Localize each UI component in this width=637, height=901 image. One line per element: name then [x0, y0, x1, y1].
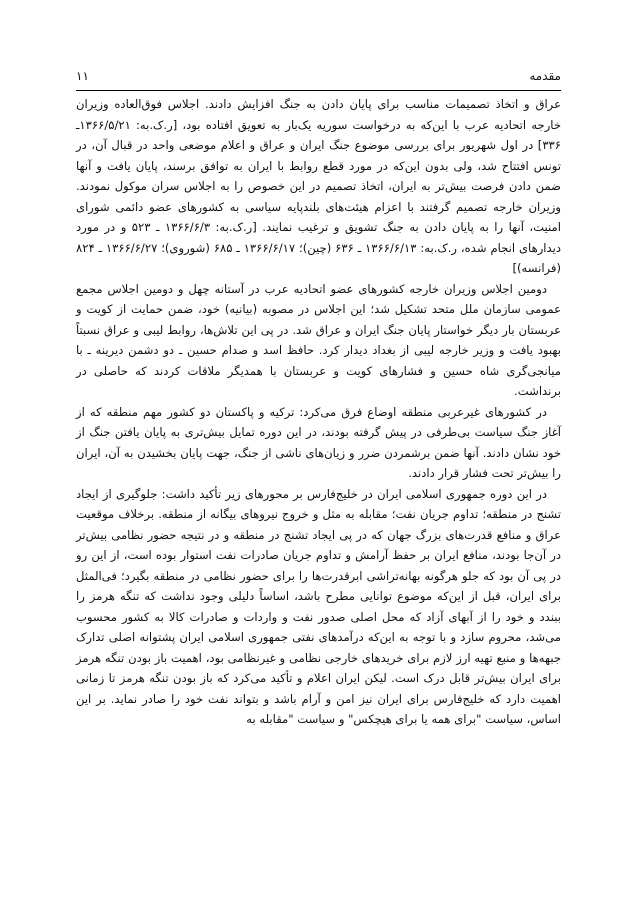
paragraph: دومین اجلاس وزیران خارجه کشورهای عضو اتحادیه عرب در آستانه چهل و دومین اجلاس مجمع عمومی سازمان ملل متحد تشکیل شد؛ این اجلاس در مصوبه (بیانیه) خود، ضمن حمایت از کویت و عربستان بار دیگر خواستار پایان جنگ ایران و عراق شد. در پی این تلاش‌ها، روابط لیبی و عراق نسبتاً بهبود یافت و وزیر خارجه لیبی از بغداد دیدار کرد. حافظ اسد و صدام حسین ـ دو دشمن دیرینه ـ با میانجی‌گری شاه حسین و فشارهای کویت و عربستان با همدیگر ملاقات کردند که حاصلی در برنداشت.: [76, 281, 561, 398]
paragraph: در کشورهای غیرعربی منطقه اوضاع فرق می‌کرد: ترکیه و پاکستان دو کشور مهم منطقه که از آغاز جنگ سیاست بی‌طرفی در پیش گرفته بودند، در این دوره تمایل بیش‌تری به پایان یافتن جنگ از خود نشان دادند. آنها ضمن برشمردن ضرر و زیان‌های ناشی از جنگ، جهت پایان بخشیدن به آن، ایران را بیش‌تر تحت فشار قرار دادند.: [76, 404, 561, 480]
paragraph: در این دوره جمهوری اسلامی ایران در خلیج‌فارس بر محورهای زیر تأکید داشت: جلوگیری از ایجاد تشنج در منطقه؛ تداوم جریان نفت؛ مقابله به مثل و خروج نیروهای بیگانه از منطقه. برخلاف موقعیت عراق و منافع قدرت‌های بزرگ جهان که در پی ایجاد تشنج در منطقه و در نتیجه حضور نظامی بیش‌تر در آن‌جا بودند، منافع ایران بر حفظ آرامش و تداوم جریان صادرات نفت استوار بوده است، از این رو در پی آن بود که جلو هرگونه بهانه‌تراشی ابرقدرت‌ها را برای حضور نظامی در منطقه بگیرد؛ فی‌المثل برای ایران، قبل از این‌که موضوع توانایی مطرح باشد، اساساً دلیلی وجود نداشت که تنگه هرمز را ببندد و خود را از آبهای آزاد که محل اصلی صدور نفت و واردات و صادرات کالا به کشور محسوب می‌شد، محروم سازد و با توجه به این‌که درآمدهای نفتی جمهوری اسلامی ایران پشتوانه اصلی تدارک جبهه‌ها و منبع تهیه ارز لازم برای خریدهای خارجی نظامی و غیرنظامی بود، اهمیت باز بودن تنگه هرمز برای ایران بیش‌تر قابل درک است. لیکن ایران اعلام و تأکید می‌کرد که باز بودن تنگه هرمز تا زمانی اهمیت دارد که خلیج‌فارس برای ایران نیز امن و آرام باشد و بتواند نفت خود را صادر نماید. بر این اساس، سیاست "برای همه یا برای هیچکس" و سیاست "مقابله به: [76, 486, 561, 726]
page-number: ۱۱: [76, 69, 89, 83]
header-rule: [76, 90, 561, 91]
chapter-title: مقدمه: [529, 69, 561, 83]
page-header: [76, 66, 561, 86]
paragraph: عراق و اتخاذ تصمیمات مناسب برای پایان دادن به جنگ افزایش دادند. اجلاس فوق‌العاده وزیران خارجه اتحادیه عرب با این‌که به درخواست سوریه یک‌بار به تعویق افتاده بود، [ر.ک.به: ۱۳۶۶/۵/۲۱ـ ۳۳۶] در اول شهریور برای بررسی موضوع جنگ ایران و عراق و اعلام موضعی واحد در قبال آن، در تونس افتتاح شد، ولی بدون این‌که در مورد قطع روابط با ایران به توافق برسند، پایان یافت و آنها ضمن دادن فرصت بیش‌تر به ایران، اتخاذ تصمیم در این خصوص را به اجلاس سران موکول نمودند. وزیران خارجه تصمیم گرفتند با اعزام هیئت‌های بلندپایه سیاسی به کشورهای عضو دائمی شورای امنیت، آنها را به پایان دادن به جنگ تشویق و ترغیب نمایند. [ر.ک.به: ۱۳۶۶/۶/۳ ـ ۵۲۳ و در مورد دیدارهای انجام شده، ر.ک.به: ۱۳۶۶/۶/۱۳ ـ ۶۳۶ (چین)؛ ۱۳۶۶/۶/۱۷ ـ ۶۸۵ (شوروی)؛ ۱۳۶۶/۶/۲۷ ـ ۸۲۴ (فرانسه)]: [76, 97, 562, 275]
body-text: [76, 94, 561, 730]
